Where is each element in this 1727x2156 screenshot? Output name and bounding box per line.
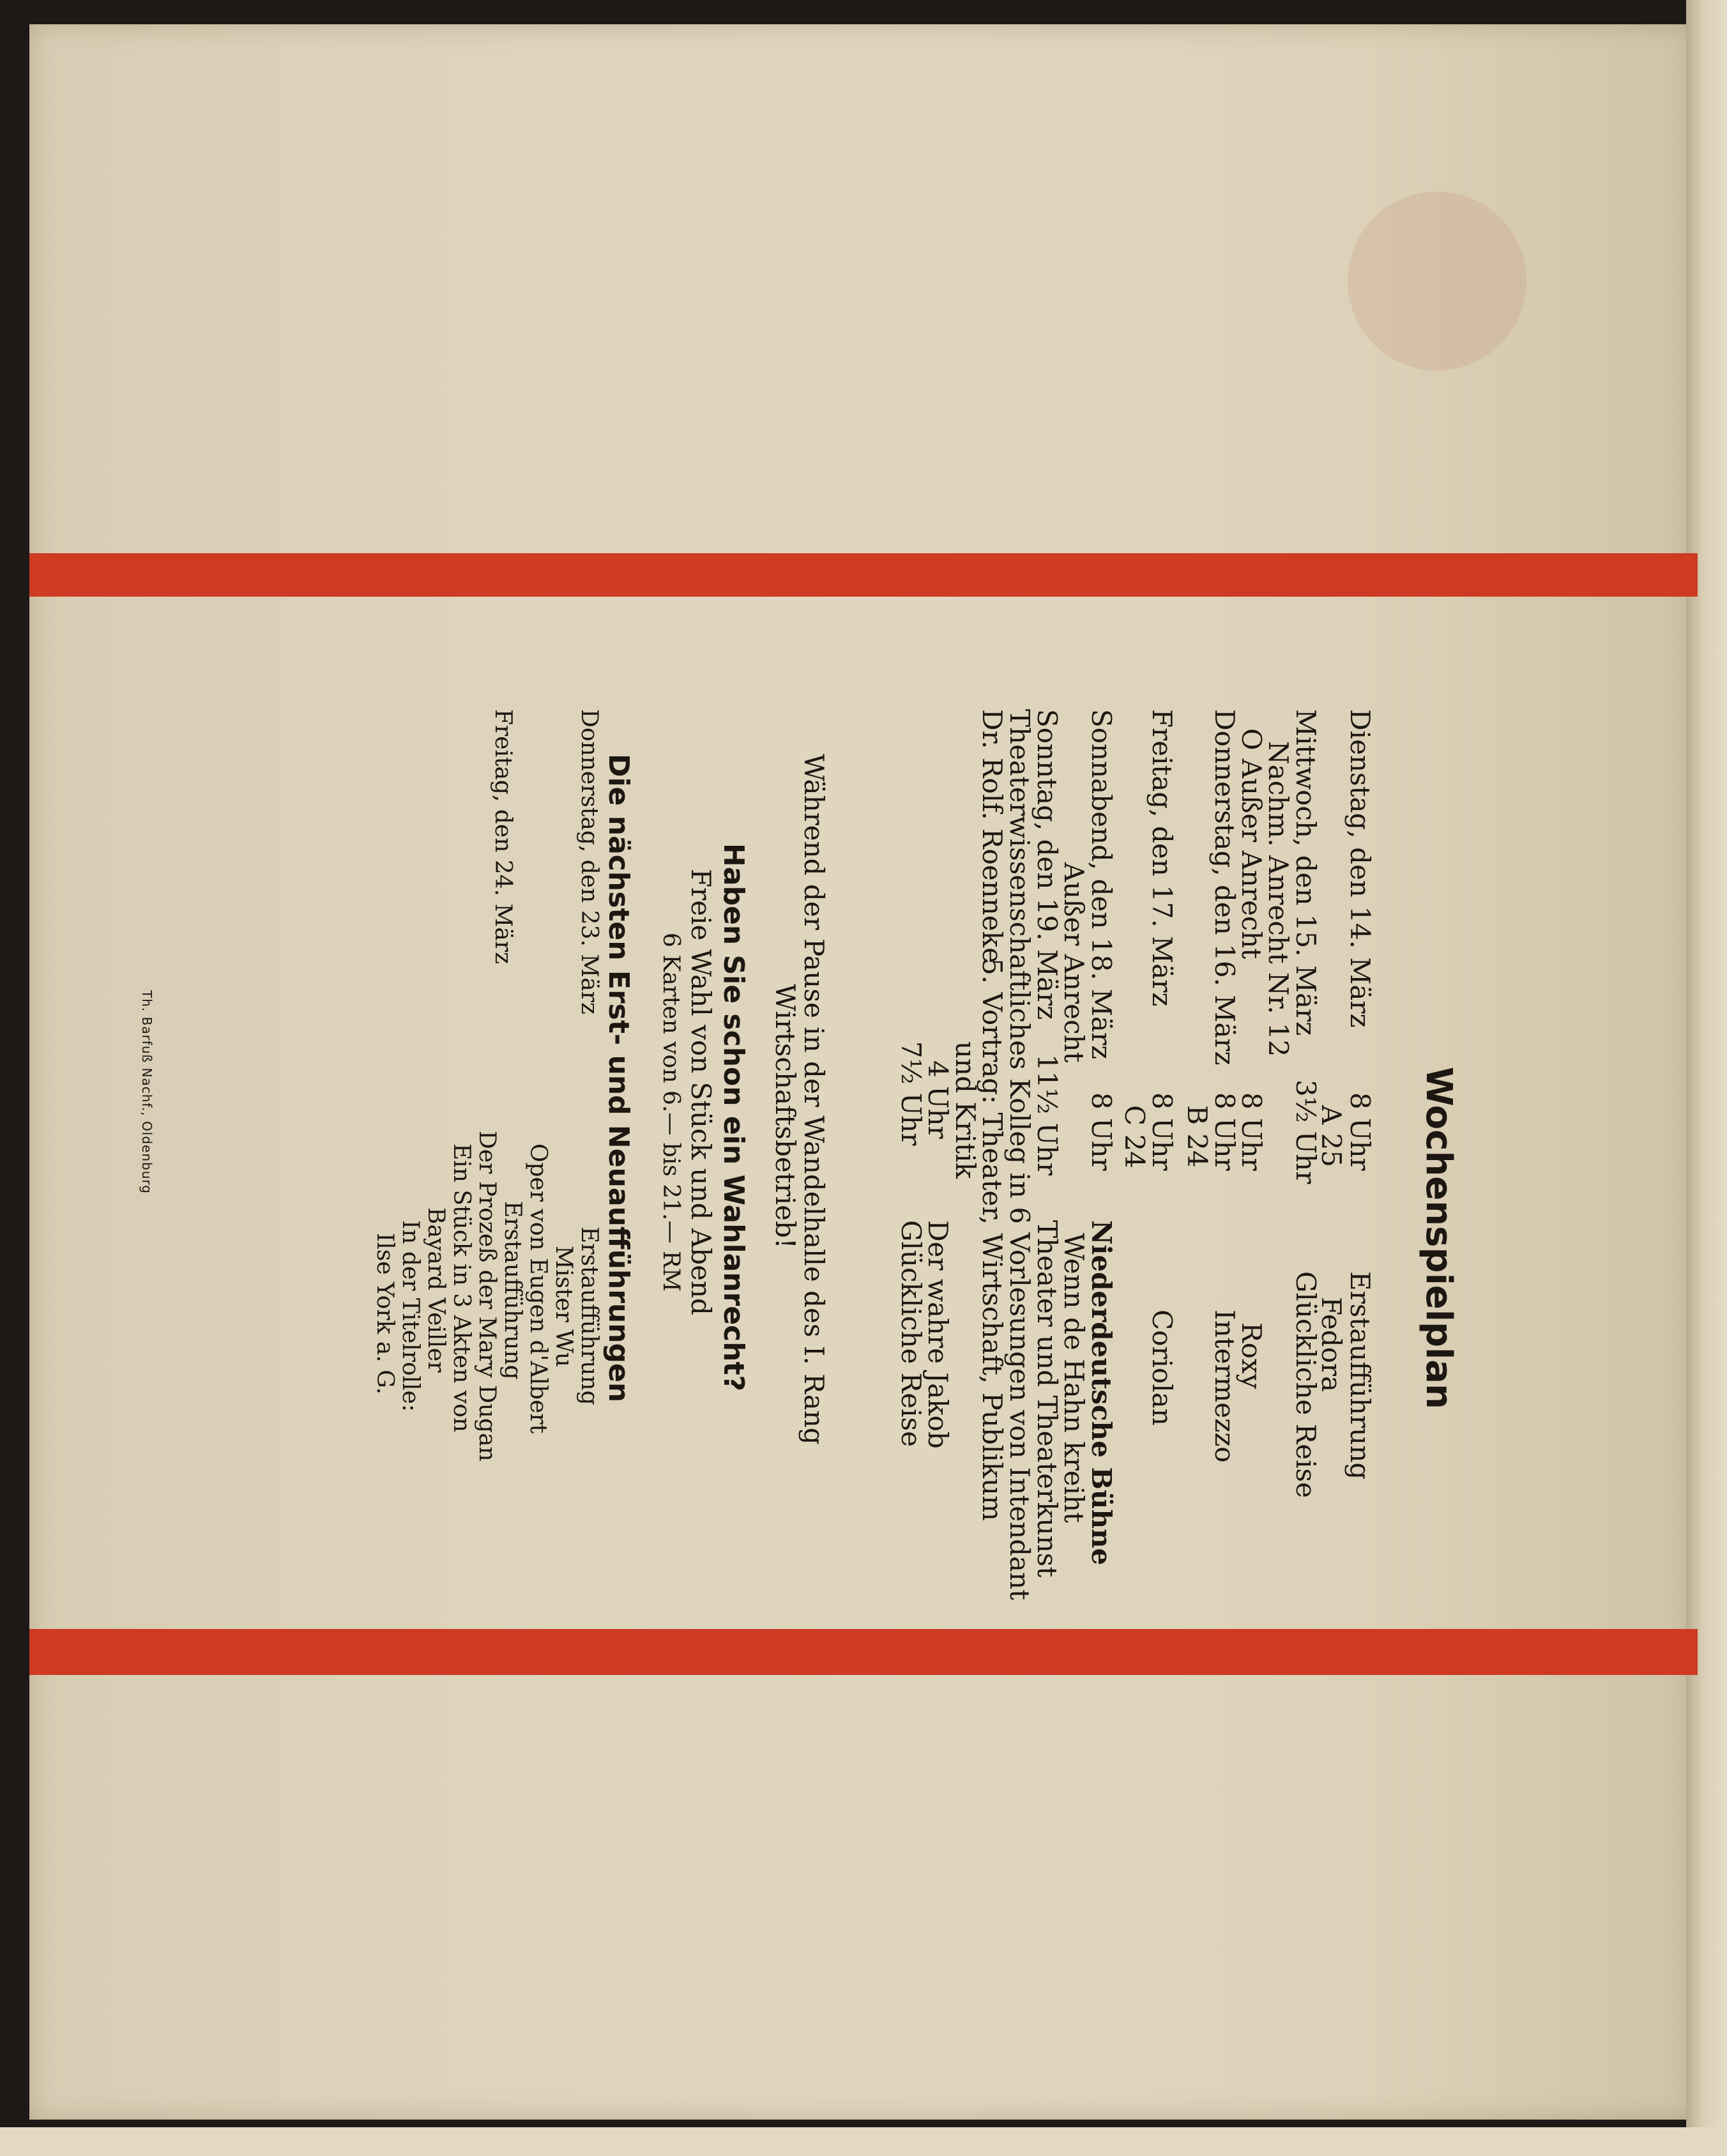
schedule-time: 8 Uhr [1146,1092,1178,1171]
schedule-time: 8 Uhr [1236,1092,1267,1171]
pause-note: Während der Pause in der Wandelhalle des I. Rang [798,754,830,1445]
schedule-play: Coriolan [1146,1310,1178,1426]
schedule-play: Erstaufführung [1344,1271,1376,1480]
next-line: Ein Stück in 3 Akten von [448,1143,475,1433]
next-heading: Die nächsten Erst- und Neuaufführungen [602,754,635,1403]
next-line: Mister Wu [551,1246,577,1368]
schedule-day: Sonnabend, den 18. März [1086,709,1117,1060]
schedule-time: 5. Vortrag: Theater, Wirtschaft, Publikum [977,958,1008,1521]
printer-imprint: Th. Barfuß Nachf., Oldenburg [139,990,155,1194]
schedule-day: Theaterwissenschaftliches Kolleg in 6 Vorlesungen von Intendant [1004,709,1035,1600]
page-edge [1686,0,1727,2156]
schedule-time: 4 Uhr [922,1060,954,1139]
next-line: Oper von Eugen d'Albert [525,1143,551,1434]
schedule-day: O Außer Anrecht [1236,728,1267,959]
schedule-day: Nachm. Anrecht Nr. 12 [1263,741,1294,1057]
schedule-time: 3½ Uhr [1290,1080,1321,1184]
schedule-time: C 24 [1119,1105,1150,1168]
wahl-line: 6 Karten von 6.— bis 21.— RM [658,933,684,1292]
schedule-day: Freitag, den 17. März [1146,709,1178,1007]
schedule-time: 11½ Uhr [1031,1054,1063,1176]
next-day: Donnerstag, den 23. März [576,709,602,1014]
schedule-play: Fedora [1316,1297,1347,1392]
red-band-top [29,553,1698,597]
next-line: Der Prozeß der Mary Dugan [474,1131,500,1462]
schedule-play: Intermezzo [1209,1310,1240,1463]
rotated-content [115,671,1459,1616]
next-line: Erstaufführung [499,1201,526,1380]
pause-note: Wirtschaftsbetrieb! [770,984,801,1249]
schedule-time: 8 Uhr [1344,1092,1376,1171]
schedule-play: Der wahre Jakob [922,1220,954,1449]
schedule-play: Niederdeutsche Bühne [1086,1220,1117,1566]
next-day: Freitag, den 24. März [490,709,516,965]
schedule-day: Mittwoch, den 15. März [1290,709,1321,1036]
page-title: Wochenspielplan [1418,1067,1459,1409]
schedule-day: Donnerstag, den 16. März [1209,709,1240,1066]
schedule-day: Dienstag, den 14. März [1344,709,1376,1028]
schedule-time: A 25 [1316,1105,1347,1168]
schedule-play: Glückliche Reise [1290,1271,1321,1498]
wahl-line: Freie Wahl von Stück und Abend [685,869,717,1315]
next-line: In der Titelrolle: [397,1220,423,1412]
schedule-day: Sonntag, den 19. März [1031,709,1063,1020]
schedule-time: 8 Uhr [1209,1092,1240,1171]
schedule-time: B 24 [1182,1105,1213,1168]
schedule-play: Glückliche Reise [895,1220,927,1447]
next-line: Ilse York a. G. [372,1233,398,1395]
next-page-strip [0,2127,1727,2156]
schedule-day: Dr. Rolf. Roenneke [977,709,1008,963]
schedule-play: Theater und Theaterkunst [1031,1220,1063,1578]
schedule-time: 7½ Uhr [895,1041,927,1146]
schedule-day: Außer Anrecht [1058,862,1090,1063]
bleed-stamp-mark [1348,192,1526,371]
red-band-bottom [29,1629,1698,1675]
schedule-time: 8 Uhr [1086,1092,1117,1171]
schedule-play: Wenn de Hahn kreiht [1058,1233,1090,1524]
schedule-time: und Kritik [950,1041,981,1179]
next-line: Erstaufführung [576,1227,602,1405]
wahl-heading: Haben Sie schon ein Wahlanrecht? [717,843,750,1392]
next-line: Bayard Veiller [423,1207,449,1373]
schedule-play: Roxy [1236,1322,1267,1389]
